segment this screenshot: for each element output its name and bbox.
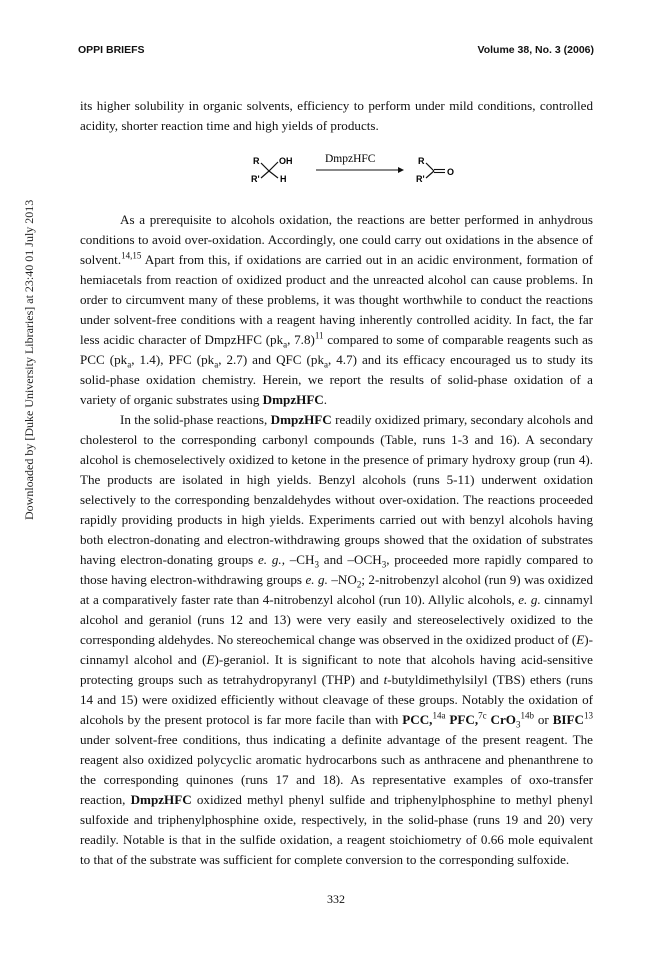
eg-italic: e. g. <box>518 592 541 607</box>
bond-r-prime <box>261 171 269 178</box>
p2-text-5: , proceeded more rapidly compared to those having electron-withdrawing groups <box>80 552 593 587</box>
bond-h <box>269 171 278 178</box>
reagent-name-bold: DmpzHFC <box>262 392 324 407</box>
pka-subscript-3: a <box>214 359 219 370</box>
p2-text-13: oxidized methyl phenyl sulfide and triphenylphosphine to methyl phenyl sulfoxide and triphenylphosphine oxide, respectively, in the solid-phase (runs 19 and 20) very readily. Notable is that in the sulfide oxidation, a reagent stoichiometry of 0.66 mole equivalent to that of the substrate was sufficient for complete conversion to the corresponding sulfoxide. <box>80 792 593 867</box>
ref-13: 13 <box>584 710 593 721</box>
cro3-subscript: 3 <box>515 719 521 730</box>
reagent-name-bold: DmpzHFC <box>130 792 192 807</box>
pka-subscript-4: a <box>324 359 328 370</box>
pka-subscript-1: a <box>283 339 288 350</box>
tert-italic: t <box>383 672 388 687</box>
reactant-oh: OH <box>279 156 293 166</box>
volume-info: Volume 38, No. 3 (2006) <box>477 44 594 56</box>
pfc-bold: PFC, <box>445 712 479 727</box>
p1-text-5: , 1.4), PFC (pk <box>131 352 215 367</box>
product-r-prime: R' <box>416 174 425 184</box>
oxidation-scheme-svg <box>80 136 593 210</box>
reagent-name-bold: DmpzHFC <box>270 412 332 427</box>
bifc-bold: BIFC <box>552 712 584 727</box>
intro-paragraph: its higher solubility in organic solvents, efficiency to perform under mild conditions, controlled acidity, shorter reaction time and high yields of products. <box>80 98 593 133</box>
reaction-scheme <box>80 136 593 210</box>
download-watermark: Downloaded by [Duke University Libraries] at 23:40 01 July 2013 <box>22 199 36 520</box>
paragraph-results <box>80 410 593 870</box>
cro3-bold: CrO <box>486 712 516 727</box>
p2-text-10: )-geraniol. It is significant to note that alcohols having acid-sensitive protecting groups such as tetrahydropyranyl (THP) and <box>80 652 593 687</box>
p2-text-9: )-cinnamyl alcohol and ( <box>80 632 593 667</box>
p1-text-4: compared to some of comparable reagents such as PCC (pk <box>80 332 594 367</box>
reactant-h: H <box>280 174 287 184</box>
bond-oh <box>269 162 278 171</box>
ref-14-15: 14,15 <box>121 250 142 261</box>
eg-italic: e. g. <box>305 572 328 587</box>
ref-14b: 14b <box>520 710 534 721</box>
article-body <box>80 96 593 870</box>
p2-or: or <box>533 712 553 727</box>
arrow-head <box>398 167 404 173</box>
p2-text-8: cinnamyl alcohol and geraniol (runs 12 and 13) were very easily and stereoselectively oxidized to the corresponding aldehydes. No stereochemical change was observed in the oxidized product of ( <box>80 592 593 647</box>
p2-text-1: In the solid-phase reactions, <box>120 412 271 427</box>
p2-text-11: -butyldimethylsilyl (TBS) ethers (runs 14 and 15) were oxidized efficiently without cleavage of these groups. Notably the oxidation of alcohols by the present protocol is far more facile than with <box>80 672 593 727</box>
product-r: R <box>418 156 425 166</box>
p1-text-3: , 7.8) <box>287 332 315 347</box>
ref-7c: 7c <box>478 710 487 721</box>
ref-14a: 14a <box>432 710 446 721</box>
p2-text-6: –NO <box>327 572 357 587</box>
pcc-bold: PCC, <box>402 712 433 727</box>
paragraph-solvent-free <box>80 210 593 410</box>
p2-text-7: ; 2-nitrobenzyl alcohol (run 9) was oxidized at a comparatively faster rate than 4-nitrobenzyl alcohol (run 10). Allylic alcohols, <box>80 572 593 607</box>
reactant-r-prime: R' <box>251 174 260 184</box>
reagent-label: DmpzHFC <box>325 153 376 165</box>
reactant-r: R <box>253 156 260 166</box>
p2-text-4: and –OCH <box>319 552 382 567</box>
pka-subscript-2: a <box>127 359 132 370</box>
journal-section-title: OPPI BRIEFS <box>78 44 145 56</box>
och3-subscript: 3 <box>381 559 387 570</box>
p1-text-2: Apart from this, if oxidations are carried out in an acidic environment, formation of hemiacetals from reaction of oxidized product and the unreacted alcohol can cause problems. In order to circumvent many of these problems, it was thought worthwhile to conduct the reactions under solvent-free conditions with a reagent having inherently controlled acidity. In fact, the far less acidic character of DmpzHFC (pk <box>80 252 593 347</box>
p1-text-7: , 4.7) and its efficacy encouraged us to study its solid-phase oxidation chemistry. Herein, we report the results of solid-phase oxidation of a variety of organic substrates using <box>80 352 593 407</box>
e-isomer-italic: E <box>206 652 215 667</box>
product-bond-r <box>426 163 434 171</box>
ref-11: 11 <box>314 330 324 341</box>
product-o: O <box>447 167 455 177</box>
product-bond-r-prime <box>426 171 434 178</box>
p2-text-2: readily oxidized primary, secondary alcohols and cholesterol to the corresponding carbonyl compounds (Table, runs 1-3 and 16). A secondary alcohol is chemoselectively oxidized to ketone in the presence of primary hydroxy group (run 4). The products are isolated in high yields. Benzyl alcohols (runs 5-11) underwent oxidation selectively to the corresponding benzaldehydes without over-oxidation. The reactions proceeded rapidly providing products in high yields. Experiments carried out with benzyl alcohols having both electron-donating and electron-withdrawing groups showed that the oxidation of substrates having electron-donating groups <box>80 412 594 567</box>
p1-text-1: As a prerequisite to alcohols oxidation, the reactions are better performed in anhydrous conditions to avoid over-oxidation. Accordingly, one could carry out oxidations in the absence of solvent. <box>80 212 593 267</box>
p2-text-12: under solvent-free conditions, thus indicating a definite advantage of the present reagent. The reagent also oxidized polycyclic aromatic hydrocarbons such as anthracene and phenanthrene to the corresponding quinones (runs 17 and 18). As representative examples of oxo-transfer reaction, <box>80 732 593 807</box>
running-header <box>78 44 594 60</box>
p1-text-6: , 2.7) and QFC (pk <box>218 352 324 367</box>
eg-italic: e. g., <box>258 552 285 567</box>
e-isomer-italic: E <box>576 632 585 647</box>
ch3-subscript: 3 <box>314 559 319 570</box>
no2-subscript: 2 <box>356 579 362 590</box>
p2-text-3: –CH <box>284 552 315 567</box>
bond-r <box>261 163 269 171</box>
p1-text-8: . <box>323 392 328 407</box>
page-number: 332 <box>327 892 345 906</box>
